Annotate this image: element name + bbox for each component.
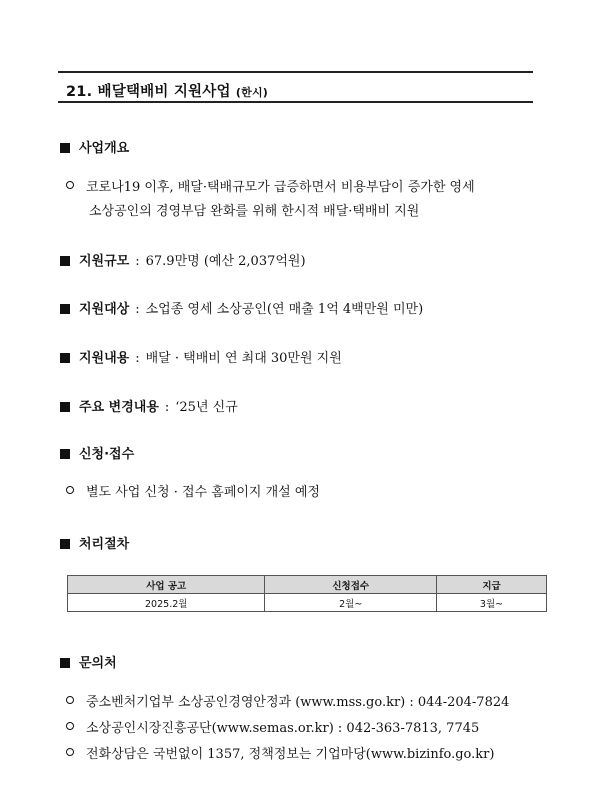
process-table-row bbox=[68, 594, 547, 612]
title-sub: (한시) bbox=[235, 86, 269, 99]
overview-bullet-continued: 소상공인의 경영부담 완화를 위해 한시적 배달·택배비 지원 bbox=[89, 204, 420, 219]
section-title bbox=[66, 80, 268, 101]
square-bullet-icon bbox=[60, 353, 70, 363]
process-header-announce: 사업 공고 bbox=[68, 576, 265, 594]
square-bullet-icon bbox=[60, 539, 70, 549]
contact-item: 소상공인시장진흥공단(www.semas.or.kr) : 042-363-7813, 7745 bbox=[66, 717, 479, 736]
circle-bullet-icon bbox=[66, 486, 74, 494]
process-header-pay: 지급 bbox=[437, 576, 547, 594]
process-cell-pay: 3월~ bbox=[437, 594, 547, 612]
scale-value: 67.9만명 (예산 2,037억원) bbox=[145, 254, 306, 269]
process-table-header-row bbox=[68, 576, 547, 594]
scale-line: 지원규모 : 67.9만명 (예산 2,037억원) bbox=[60, 250, 306, 269]
title-top-rule bbox=[58, 71, 533, 73]
circle-bullet-icon bbox=[66, 748, 74, 756]
target-line: 지원대상 : 소업종 영세 소상공인(연 매출 1억 4백만원 미만) bbox=[60, 298, 423, 317]
process-table bbox=[67, 575, 547, 612]
square-bullet-icon bbox=[60, 402, 70, 412]
square-bullet-icon bbox=[60, 658, 70, 668]
process-cell-announce: 2025.2월 bbox=[68, 594, 265, 612]
content-value: 배달 · 택배비 연 최대 30만원 지원 bbox=[145, 351, 342, 366]
process-cell-apply: 2월~ bbox=[265, 594, 437, 612]
square-bullet-icon bbox=[60, 449, 70, 459]
circle-bullet-icon bbox=[66, 696, 74, 704]
content-line: 지원내용 : 배달 · 택배비 연 최대 30만원 지원 bbox=[60, 347, 342, 366]
circle-bullet-icon bbox=[66, 722, 74, 730]
changes-value: ‘25년 신규 bbox=[175, 400, 238, 415]
square-bullet-icon bbox=[60, 256, 70, 266]
contact-heading: 문의처 bbox=[60, 652, 117, 671]
process-header-apply: 신청접수 bbox=[265, 576, 437, 594]
changes-line: 주요 변경내용 : ‘25년 신규 bbox=[60, 396, 238, 415]
title-main: 21. 배달택배비 지원사업 bbox=[66, 84, 231, 100]
process-heading: 처리절차 bbox=[60, 533, 129, 552]
circle-bullet-icon bbox=[66, 181, 74, 189]
application-bullet: 별도 사업 신청 · 접수 홈페이지 개설 예정 bbox=[66, 481, 320, 500]
overview-heading: 사업개요 bbox=[60, 137, 129, 156]
application-heading: 신청·접수 bbox=[60, 443, 134, 462]
overview-bullet: 코로나19 이후, 배달·택배규모가 급증하면서 비용부담이 증가한 영세 bbox=[66, 176, 475, 195]
target-value: 소업종 영세 소상공인(연 매출 1억 4백만원 미만) bbox=[145, 302, 424, 317]
contact-item: 전화상담은 국번없이 1357, 정책정보는 기업마당(www.bizinfo.go.kr) bbox=[66, 743, 494, 762]
square-bullet-icon bbox=[60, 143, 70, 153]
contact-item: 중소벤처기업부 소상공인경영안정과 (www.mss.go.kr) : 044-204-7824 bbox=[66, 691, 509, 710]
title-bottom-rule bbox=[58, 101, 533, 103]
square-bullet-icon bbox=[60, 304, 70, 314]
